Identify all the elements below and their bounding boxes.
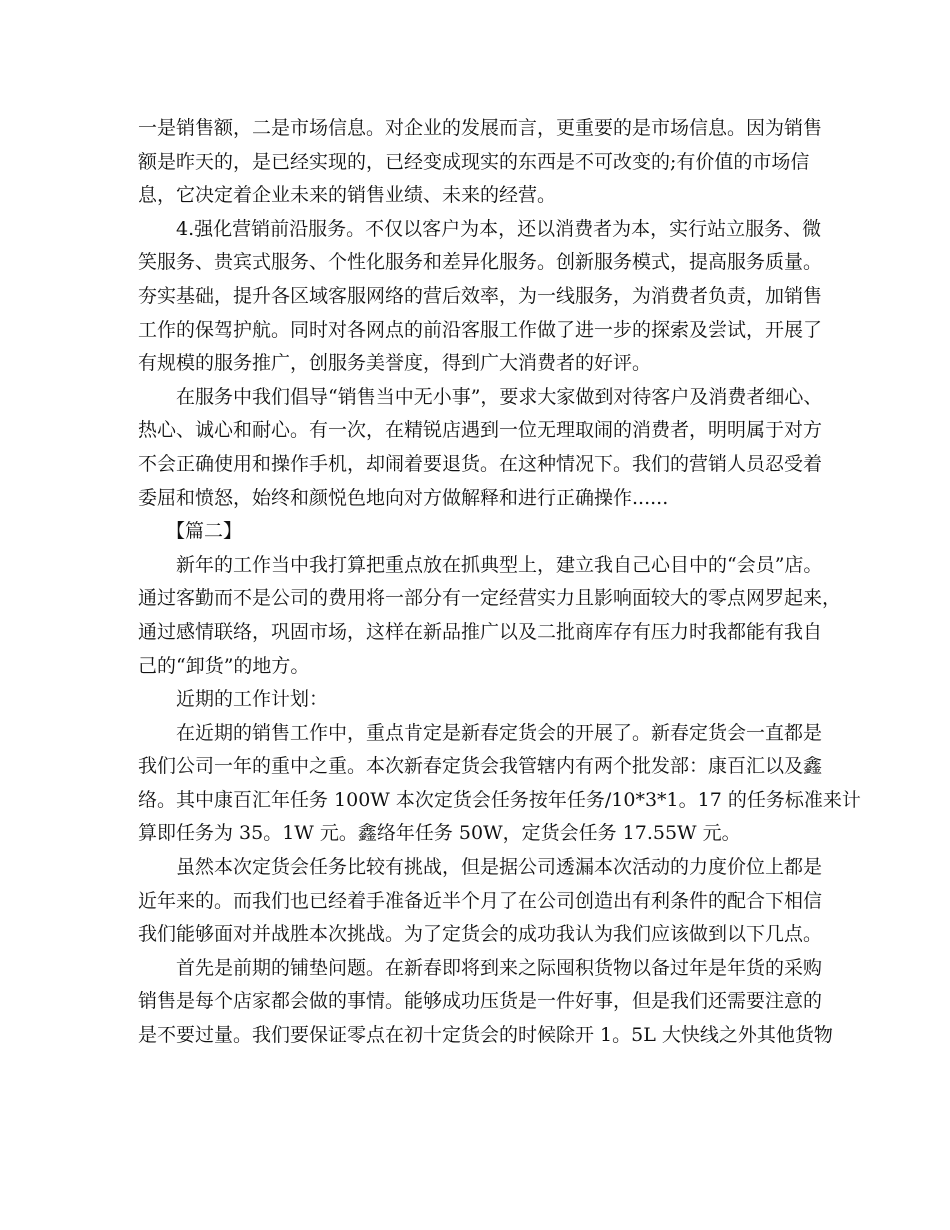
text-line: 通过感情联络，巩固市场，这样在新品推广以及二批商库存有压力时我都能有我自: [138, 620, 823, 643]
text-line: 络。其中康百汇年任务 100W 本次定货会任务按年任务/10*3*1。17 的任务标准来计: [138, 788, 861, 811]
text-line: 己的“卸货”的地方。: [138, 654, 310, 677]
text-line: 首先是前期的铺垫问题。在新春即将到来之际囤积货物以备过年是年货的采购: [176, 956, 823, 979]
paragraph: [138, 549, 842, 683]
document-body: [138, 112, 861, 1053]
text-line: 新年的工作当中我打算把重点放在抓典型上，建立我自己心目中的“会员”店。: [176, 553, 823, 576]
text-line: 在近期的销售工作中，重点肯定是新春定货会的开展了。新春定货会一直都是: [176, 721, 823, 744]
text-line: 夯实基础，提升各区域客服网络的营后效率，为一线服务，为消费者负责，加销售: [138, 284, 823, 307]
paragraph: [138, 112, 828, 213]
text-line: 热心、诚心和耐心。有一次，在精锐店遇到一位无理取闹的消费者，明明属于对方: [138, 419, 823, 442]
text-line: 近期的工作计划：: [176, 688, 329, 711]
text-line: 不会正确使用和操作手机，却闹着要退货。在这种情况下。我们的营销人员忍受着: [138, 452, 823, 475]
text-line: 是不要过量。我们要保证零点在初十定货会的时候除开 1。5L 大快线之外其他货物: [138, 1024, 833, 1047]
text-line: 4.强化营销前沿服务。不仅以客户为本，还以消费者为本，实行站立服务、微: [176, 217, 822, 240]
text-line: 额是昨天的，是已经实现的，已经变成现实的东西是不可改变的;有价值的市场信: [138, 150, 810, 173]
paragraph: [138, 213, 828, 381]
section-heading: [138, 515, 828, 549]
text-line: 息，它决定着企业未来的销售业绩、未来的经营。: [138, 184, 557, 207]
text-line: 通过客勤而不是公司的费用将一部分有一定经营实力且影响面较大的零点网罗起来，: [138, 587, 842, 610]
text-line: 虽然本次定货会任务比较有挑战，但是据公司透漏本次活动的力度价位上都是: [176, 856, 823, 879]
text-line: 在服务中我们倡导“销售当中无小事”，要求大家做到对待客户及消费者细心、: [176, 385, 823, 408]
paragraph: [138, 683, 828, 717]
paragraph: [138, 952, 833, 1053]
text-line: 我们能够面对并战胜本次挑战。为了定货会的成功我认为我们应该做到以下几点。: [138, 923, 823, 946]
text-line: 近年来的。而我们也已经着手准备近半个月了在公司创造出有利条件的配合下相信: [138, 889, 823, 912]
text-line: 销售是每个店家都会做的事情。能够成功压货是一件好事，但是我们还需要注意的: [138, 990, 823, 1013]
paragraph: [138, 851, 828, 952]
text-line: 算即任务为 35。1W 元。鑫络年任务 50W，定货会任务 17.55W 元。: [138, 822, 741, 845]
text-line: 委屈和愤怒，始终和颜悦色地向对方做解释和进行正确操作......: [138, 486, 669, 509]
paragraph: [138, 381, 828, 515]
text-line: 一是销售额，二是市场信息。对企业的发展而言，更重要的是市场信息。因为销售: [138, 117, 823, 139]
text-line: 笑服务、贵宾式服务、个性化服务和差异化服务。创新服务模式，提高服务质量。: [138, 251, 823, 274]
section-heading-text: 【篇二】: [166, 520, 243, 543]
paragraph: [138, 717, 861, 851]
text-line: 我们公司一年的重中之重。本次新春定货会我管辖内有两个批发部：康百汇以及鑫: [138, 755, 823, 778]
text-line: 有规模的服务推广，创服务美誉度，得到广大消费者的好评。: [138, 352, 652, 375]
text-line: 工作的保驾护航。同时对各网点的前沿客服工作做了进一步的探索及尝试，开展了: [138, 318, 823, 341]
